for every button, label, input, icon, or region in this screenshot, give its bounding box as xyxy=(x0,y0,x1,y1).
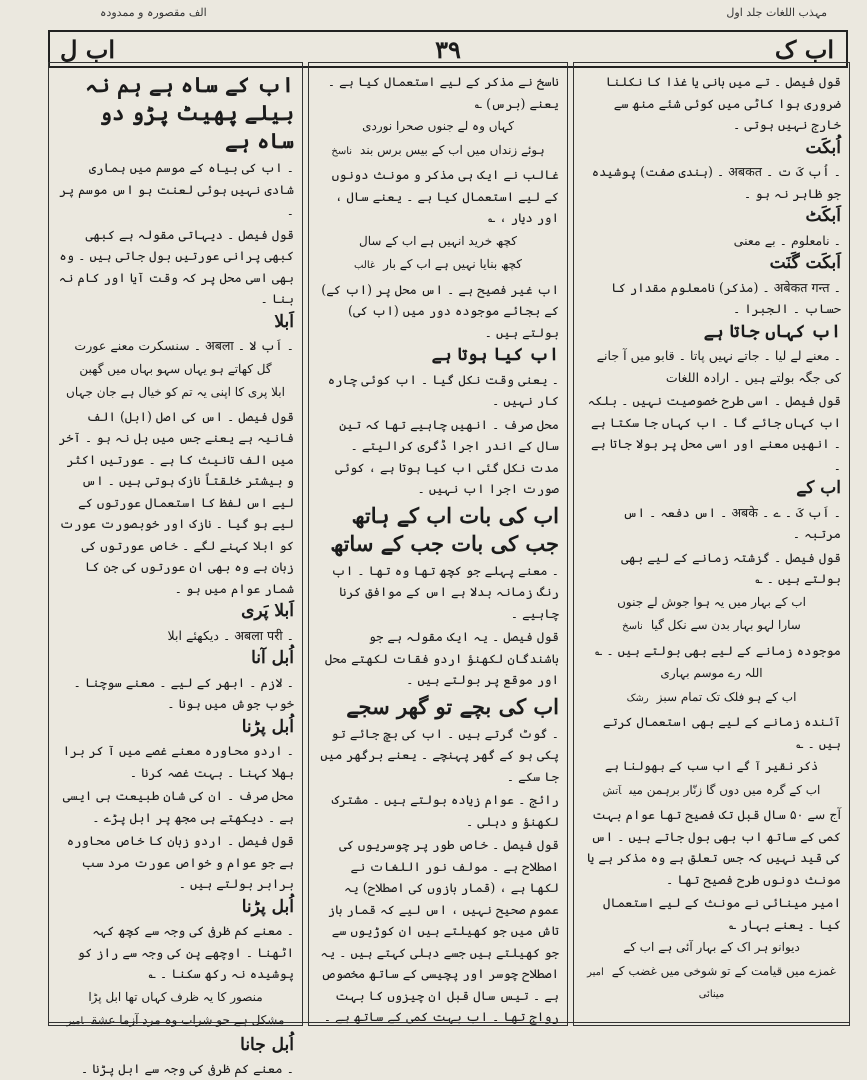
entry-text xyxy=(582,71,841,136)
text: کچھ خرید انہیں ہے اب کے سال xyxy=(359,233,517,248)
entry-headword xyxy=(582,138,841,160)
verse-line xyxy=(317,231,559,253)
text: ۔ اُب کَ ت ۔ अबकत ۔ (ہندی صفت) پوشیدہ جو ظاہر نہ ہو ۔ xyxy=(591,164,841,201)
text: ۔ اب کی بیاہ کے موسم میں ہماری شادی نہیں ہوئی لعنت ہو اس موسم پر ۔ xyxy=(59,160,294,218)
poet-name: آتش xyxy=(602,785,622,797)
entry-text xyxy=(317,789,559,832)
entry-text xyxy=(57,224,294,310)
text: اَبکَت گَنَت xyxy=(769,253,841,273)
text: اب غیر فصیح ہے ۔ اس محل پر (اب کے) کے بجائے موجودہ دور میں (اب کی) بولتے ہیں ۔ xyxy=(321,281,559,340)
running-head-right: مہذب اللغات جلد اول xyxy=(726,6,827,19)
text: اب کے xyxy=(796,478,841,498)
verse-line xyxy=(317,254,559,277)
text: ۔ معنے کم ظرفی کی وجہ سے ابل پڑنا ۔ xyxy=(80,1061,294,1076)
text: اُبل جانا xyxy=(240,1034,294,1055)
entry-text xyxy=(57,672,294,715)
entry-text xyxy=(57,157,294,222)
text: غمزے میں قیامت کے تو شوخی میں غضب کے xyxy=(611,963,836,978)
text: اب کیا ہوتا ہے xyxy=(431,345,559,365)
text: اَبلا xyxy=(274,311,294,332)
entry-text xyxy=(317,164,559,229)
text: اللہ رے موسم بہاری xyxy=(660,666,763,680)
entry-headword xyxy=(57,648,294,670)
entry-text xyxy=(57,625,294,647)
text: اب کے گرہ میں دوں گا زنّار برہمن میں xyxy=(629,782,821,797)
text: اَبلا پَری xyxy=(241,601,294,621)
bottom-rule xyxy=(48,1022,850,1023)
entry-text xyxy=(317,369,559,412)
entry-text xyxy=(582,640,841,662)
text: ۔ گوٹ گرتے ہیں ۔ اب کی بچ جائے تو پکی ہو کے گھر پہنچے ۔ یعنے برگھر میں جا سکے ۔ xyxy=(320,725,559,784)
verse-line xyxy=(582,756,841,778)
entry-text xyxy=(57,920,294,985)
entry-text xyxy=(317,71,559,114)
entry-headword xyxy=(57,601,294,623)
text: ذکر نقیر آ گے اب سب کے بھولنا ہے xyxy=(604,759,819,773)
entry-text xyxy=(582,892,841,935)
entry-text xyxy=(582,390,841,476)
text: کچھ بنایا نہیں ہے اب کے بار xyxy=(383,257,523,271)
verse-line xyxy=(317,116,559,138)
entry-text xyxy=(57,785,294,828)
entry-text xyxy=(57,830,294,895)
text: اُبل آنا xyxy=(251,648,294,668)
text: قول فیصل ۔ اردو زبان کا خاص محاورہ ہے جو عوام و خواص عورت مرد سب برابر بولتے ہیں ۔ xyxy=(66,833,294,891)
entry-text xyxy=(582,161,841,204)
column-right xyxy=(573,62,850,1026)
text: اُبکَت xyxy=(805,137,841,158)
verse-line xyxy=(582,937,841,959)
text: ۔ یعنی وقت نکل گیا ۔ اب کوئی چارہ کار نہیں ۔ xyxy=(327,371,559,408)
verse-line xyxy=(57,987,294,1009)
text: ۔ अबला परी ۔ دیکھئے ابلا xyxy=(167,627,294,643)
header-left-word: اب ل xyxy=(60,35,116,64)
text: ۔ اَب کَ ۔ ے ۔ अबके ۔ اس دفعہ ۔ اس مرتبہ ۔ xyxy=(622,504,841,541)
text: قول فیصل ۔ یہ ایک مقولہ ہے جو باشندگان لکھنؤ اردو فقات لکھتے محل اور موقع پر بولتے ہیں ۔ xyxy=(324,629,559,687)
entry-text xyxy=(317,626,559,691)
poet-name: ناسخ xyxy=(622,621,643,632)
poet-name: امیر xyxy=(66,1016,84,1027)
verse-line xyxy=(582,663,841,685)
entry-text xyxy=(317,560,559,625)
entry-text xyxy=(582,711,841,754)
text: قول فیصل ۔ دیہاتی مقولہ ہے کبھی کبھی پرانی عورتیں بول جاتی ہیں ۔ وہ بھی اسی محل پر کہ وقت آیا اور کام نہ بنا ۔ xyxy=(58,226,294,306)
entry-proverb xyxy=(317,502,559,558)
text: اب کہاں جاتا ہے xyxy=(703,321,841,342)
text: ۔ لازم ۔ ابھر کے لیے ۔ معنے سوچنا ۔ خوب جوش میں ہونا ۔ xyxy=(73,674,294,711)
entry-text xyxy=(582,277,841,320)
text: محل صرف ۔ انھیں چاہیے تھا کہ تین سال کے اندر اجرا ڈگری کرالیتے ۔ مدت نکل گئی اب کیا ہوتا ہے ، کوئی صورت اجرا اب نہیں ۔ xyxy=(335,416,559,496)
entry-text xyxy=(57,1058,294,1080)
text: ۔ نامعلوم ۔ بے معنی xyxy=(733,232,841,248)
entry-text xyxy=(57,335,294,357)
text: امیر مینائی نے مونث کے لیے استعمال کیا ۔ یعنے بہار ؎ xyxy=(602,895,841,932)
entry-headword xyxy=(582,253,841,275)
text: ناسخ نے مذکر کے لیے استعمال کیا ہے ۔ یعنے (برس) ؎ xyxy=(327,74,559,111)
text: ۔ اردو محاورہ معنے غصے میں آ کر برا بھلا کہنا ۔ بہت غصہ کرنا ۔ xyxy=(62,743,294,780)
running-head-left: الف مقصورہ و ممدودہ xyxy=(100,6,207,19)
text: محل صرف ۔ ان کی شان طبیعت ہی ایسی ہے ۔ دیکھتے ہی مجھ پر ابل پڑے ۔ xyxy=(62,788,294,825)
text: قول فیصل ۔ اسی طرح خصوصیت نہیں ۔ بلکہ اب کہاں جائے گا ۔ اب کہاں جا سکتا ہے ۔ انھیں معنے اور اسی محل پر بولا جاتا ہے ۔ xyxy=(587,393,841,473)
text: مشکل ہے جو شراب وہ مرد آزما عشق xyxy=(91,1013,285,1027)
text: موجودہ زمانے کے لیے بھی بولتے ہیں ۔ ؎ xyxy=(594,642,841,658)
text: منصور کا یہ ظرف کہاں تھا ابل پڑا xyxy=(88,989,263,1004)
entry-proverb xyxy=(57,71,294,155)
entry-headword xyxy=(582,322,841,344)
text: دیوانو ہر اک کے بہار آئی ہے اب کے xyxy=(623,940,800,954)
entry-headword xyxy=(57,897,294,919)
text: ۔ معنے پہلے جو کچھ تھا وہ تھا ۔ اب رنگ زمانہ بدلا ہے اس کے موافق کرنا چاہیے ۔ xyxy=(331,562,559,621)
entry-proverb xyxy=(317,693,559,721)
entry-headword xyxy=(582,478,841,500)
text: کہاں وہ لے جنوں صحرا نوردی xyxy=(362,119,514,133)
entry-text xyxy=(317,279,559,344)
verse-line xyxy=(582,592,841,614)
text: اب کی بچے تو گھر سجے xyxy=(346,693,559,719)
column-middle xyxy=(308,62,568,1026)
text: ۔ اَب لا ۔ अबला ۔ سنسکرت معنے عورت xyxy=(74,338,294,353)
text: قول فیصل ۔ گزشتہ زمانے کے لیے بھی بولتے ہیں ۔ ؎ xyxy=(621,549,841,586)
entry-headword xyxy=(317,345,559,367)
text: ۔ معنے کم ظرفی کی وجہ سے کچھ کہہ اٹھنا ۔ اوچھے پن کی وجہ سے راز کو پوشیدہ نہ رکھ سکنا ۔ ؎ xyxy=(77,923,294,981)
text: ہوئے زنداں میں اب کے بیس برس بند xyxy=(360,142,545,157)
entry-text xyxy=(317,834,559,1028)
text: اب کی بات اب کے ہاتھ جب کی بات جب کے ساتھ xyxy=(330,502,559,556)
verse-line xyxy=(582,615,841,638)
verse-line xyxy=(582,780,841,803)
text: قول فیصل ۔ اس کی اصل (ابل) الف فانیہ ہے یعنے جس میں بل نہ ہو ۔ آخر میں الف تانیث کا ہے ۔ عورتیں اکثر و بیشتر خلقتاً نازک ہوتی ہیں ۔ اس لیے اس لفظ کا استعمال عورتوں کے لیے ہو گیا ۔ نازک اور خوبصورت عورت کو ابلا کہنے لگے ۔ خاص عورتوں کی زبان ہے وہ بھی ان عورتوں کی جن کا شمار عوام میں ہو ۔ xyxy=(58,408,294,596)
verse-line xyxy=(582,961,841,1006)
entry-text xyxy=(57,406,294,600)
text: غالب نے ایک ہی مذکر و مونث دونوں کے لیے استعمال کیا ہے ۔ یعنے سال ، اور دیار ، ؎ xyxy=(331,167,559,225)
poet-name: امیر مینائی xyxy=(587,966,725,1000)
entry-text xyxy=(582,502,841,545)
poet-name: ناسخ xyxy=(331,145,353,157)
text: اب کے بہار میں یہ ہوا جوش لے جنوں xyxy=(617,594,806,609)
text: آج سے ۵۰ سال قبل تک فصیح تھا عوام بہت کمی کے ساتھ اب بھی بول جاتے ہیں ۔ اس کی قید نہیں کہ جس تعلق ہے وہ مذکر ہے یا مونث دونوں طرح فصیح تھا ۔ xyxy=(586,807,841,887)
header-right-word: اب ک xyxy=(774,35,834,64)
text: ابلا پری کا اپنی یہ تم کو خیال ہے جان جہاں xyxy=(66,385,285,399)
text: گل کھاتے ہو یہاں سہو بہاں میں گھبن xyxy=(79,361,272,376)
verse-line xyxy=(57,359,294,381)
verse-line xyxy=(317,140,559,163)
verse-line xyxy=(582,687,841,710)
page-number: ۳۹ xyxy=(435,35,461,64)
verse-line xyxy=(57,382,294,404)
poet-name: رشک xyxy=(626,692,649,704)
text: ۔ معنے لے لیا ۔ جاتے نہیں پاتا ۔ قابو میں آ جانے کی جگہ بولتے ہیں ۔ ارادہ اللغات xyxy=(596,348,841,385)
entry-text xyxy=(317,414,559,500)
poet-name: غالب xyxy=(353,260,376,271)
text: سارا لہو بہار بدن سے نکل گیا xyxy=(650,618,801,632)
entry-text xyxy=(317,723,559,788)
entry-headword xyxy=(57,1035,294,1057)
entry-text xyxy=(582,345,841,388)
text: قول فیصل ۔ تے میں بانی یا غذا کا نکلنا ضروری ہوا کاٹی میں کوئی شئے منھ سے خارج نہیں ہوتی ۔ xyxy=(605,74,841,132)
entry-text xyxy=(582,547,841,590)
entry-headword xyxy=(582,206,841,228)
text: اب کے ساہ ہے ہم نہ بیلے پھیٹ پڑو دو ساہ ہے xyxy=(85,72,294,153)
text: اُبل پڑنا xyxy=(241,716,294,737)
text: آئندہ زمانے کے لیے بھی استعمال کرتے ہیں ۔ ؎ xyxy=(602,714,841,751)
entry-headword xyxy=(57,717,294,739)
text: رائج ۔ عوام زیادہ بولتے ہیں ۔ مشترک لکھنؤ و دہلی ۔ xyxy=(331,792,559,829)
text: ۔ अबेकत गन्त ۔ (مذکر) نامعلوم مقدار کا حساب ۔ الجبرا ۔ xyxy=(611,279,841,316)
text: اَبکَٹ xyxy=(805,206,841,226)
text: قول فیصل ۔ خاص طور پر چوسریوں کی اصطلاح ہے ۔ مولف نور اللغات نے لکھا ہے ، (قمار بازوں کی اصطلاح) یہ عموم صحیح نہیں ، اس لیے کہ قمار باز تاش میں جو کھیلتے ہیں ان کوڑیوں سے جو کھیلتے ہیں جسے دہلی کہتے ہیں ۔ یہ اصطلاح چوسر اور پچیسی کے ساتھ مخصوص ہے ۔ تیس سال قبل ان چیزوں کا بہت رواج تھا ۔ اب بہت کمی کے ساتھ ہے ۔ xyxy=(320,837,559,1024)
column-left xyxy=(48,62,303,1076)
entry-text xyxy=(582,804,841,890)
text: اب کے ہو فلک تک تمام سبز xyxy=(656,689,797,704)
entry-text xyxy=(57,740,294,783)
entry-headword xyxy=(57,312,294,334)
text: اُبل پڑنا xyxy=(241,896,294,917)
running-head xyxy=(20,4,847,24)
entry-text xyxy=(582,230,841,252)
